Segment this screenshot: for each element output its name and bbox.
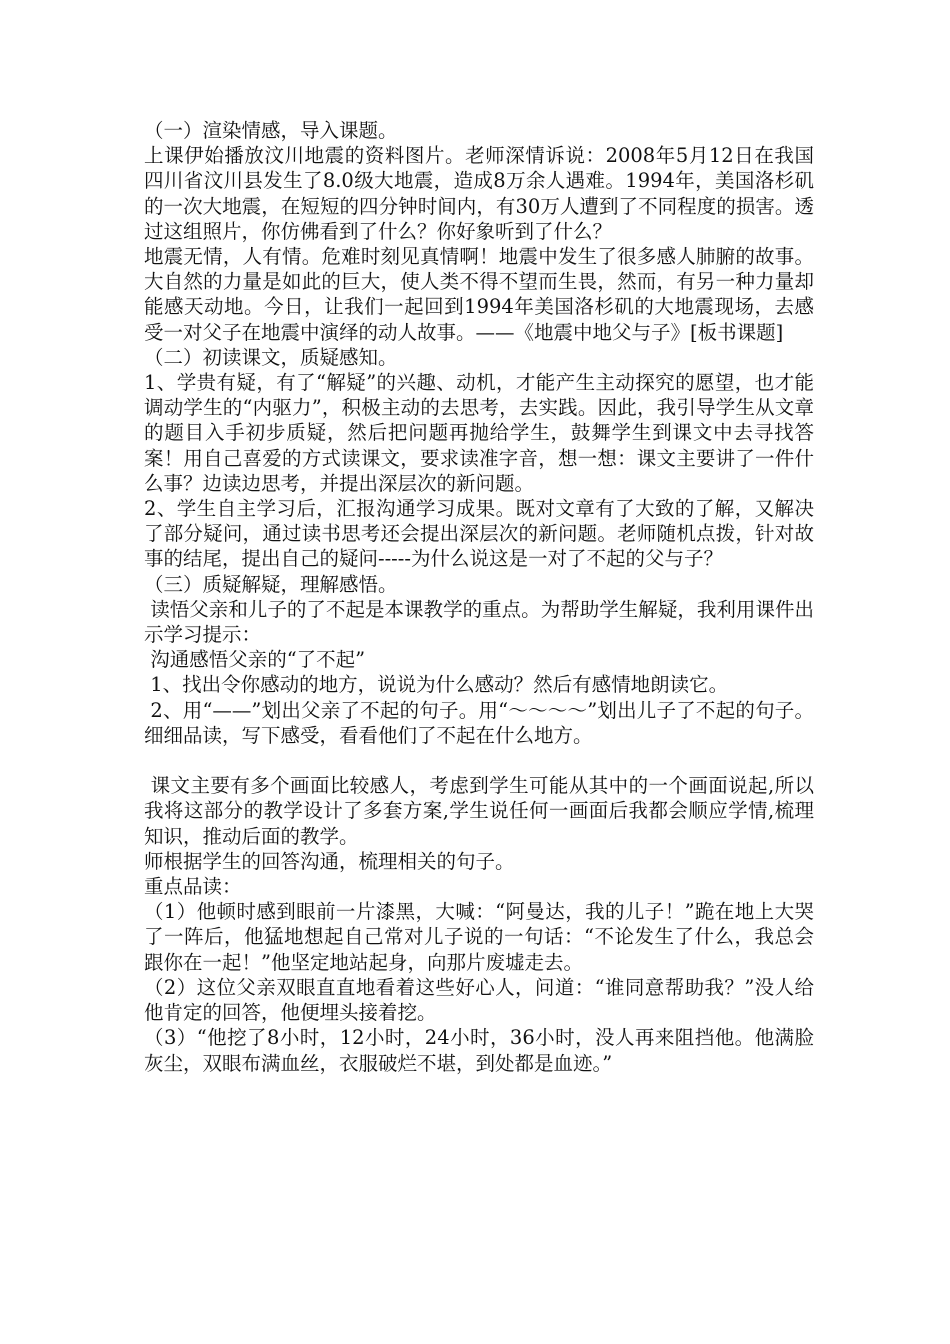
paragraph-teacher: 师根据学生的回答沟通，梳理相关的句子。	[144, 849, 515, 873]
paragraph-prompt-1: 1、找出令你感动的地方，说说为什么感动？然后有感情地朗读它。	[144, 673, 729, 697]
paragraph-intro: 上课伊始播放汶川地震的资料图片。老师深情诉说：2008年5月12日在我国四川省汶川县发生了8.0级大地震，造成8万余人遇难。1994年，美国洛杉矶的一次大地震，在短短的四分钟时间内，有30万人遭到了不同程度的损害。透过这组照片，你仿佛看到了什么？你好象听到了什么？	[144, 144, 814, 243]
paragraph-design: 课文主要有多个画面比较感人，考虑到学生可能从其中的一个画面说起,所以我将这部分的教学设计了多套方案,学生说任何一画面后我都会顺应学情,梳理知识，推动后面的教学。	[144, 774, 815, 848]
paragraph-prompt-2: 2、用“——”划出父亲了不起的句子。用“～～～～”划出儿子了不起的句子。细细品读，写下感受，看看他们了不起在什么地方。	[144, 698, 814, 747]
paragraph-quote-2: （2）这位父亲双眼直直地看着这些好心人，问道：“谁同意帮助我？”没人给他肯定的回答，他便埋头接着挖。	[144, 975, 814, 1025]
heading-section-1: （一）渲染情感，导入课题。	[144, 119, 398, 142]
paragraph-quote-1: （1）他顿时感到眼前一片漆黑，大喊：“阿曼达，我的儿子！”跪在地上大哭了一阵后，他猛地想起自己常对儿子说的一句话：“不论发生了什么，我总会跟你在一起！”他坚定地站起身，向那片废墟走去。	[144, 900, 814, 974]
paragraph-quote-3: （3）“他挖了8小时，12小时，24小时，36小时，没人再来阻挡他。他满脸灰尘，双眼布满血丝，衣服破烂不堪，到处都是血迹。”	[144, 1026, 814, 1075]
document-body	[144, 118, 814, 1076]
paragraph-prompt-title: 沟通感悟父亲的“了不起”	[144, 648, 366, 672]
blank-line	[144, 748, 814, 773]
paragraph-item-2: 2、学生自主学习后，汇报沟通学习成果。既对文章有了大致的了解，又解决了部分疑问，通过读书思考还会提出深层次的新问题。老师随机点拨，针对故事的结尾，提出自己的疑问-----为什么说这是一对了不起的父与子？	[144, 497, 814, 571]
paragraph-earthquake: 地震无情，人有情。危难时刻见真情啊！地震中发生了很多感人肺腑的故事。大自然的力量是如此的巨大，使人类不得不望而生畏，然而，有另一种力量却能感天动地。今日，让我们一起回到1994年美国洛杉矶的大地震现场，去感受一对父子在地震中演绎的动人故事。——《地震中地父与子》[板书课题]	[144, 245, 814, 344]
heading-section-3: （三）质疑解疑，理解感悟。	[144, 572, 398, 596]
paragraph-key-reading: 重点品读：	[144, 875, 242, 899]
paragraph-focus: 读悟父亲和儿子的了不起是本课教学的重点。为帮助学生解疑，我利用课件出示学习提示：	[144, 597, 814, 647]
heading-section-2: （二）初读课文，质疑感知。	[144, 345, 398, 369]
paragraph-item-1: 1、学贵有疑，有了“解疑”的兴趣、动机，才能产生主动探究的愿望，也才能调动学生的“内驱力”，积极主动的去思考，去实践。因此，我引导学生从文章的题目入手初步质疑，然后把问题再抛给学生，鼓舞学生到课文中去寻找答案！用自己喜爱的方式读课文，要求读准字音，想一想：课文主要讲了一件什么事？边读边思考，并提出深层次的新问题。	[144, 371, 814, 495]
